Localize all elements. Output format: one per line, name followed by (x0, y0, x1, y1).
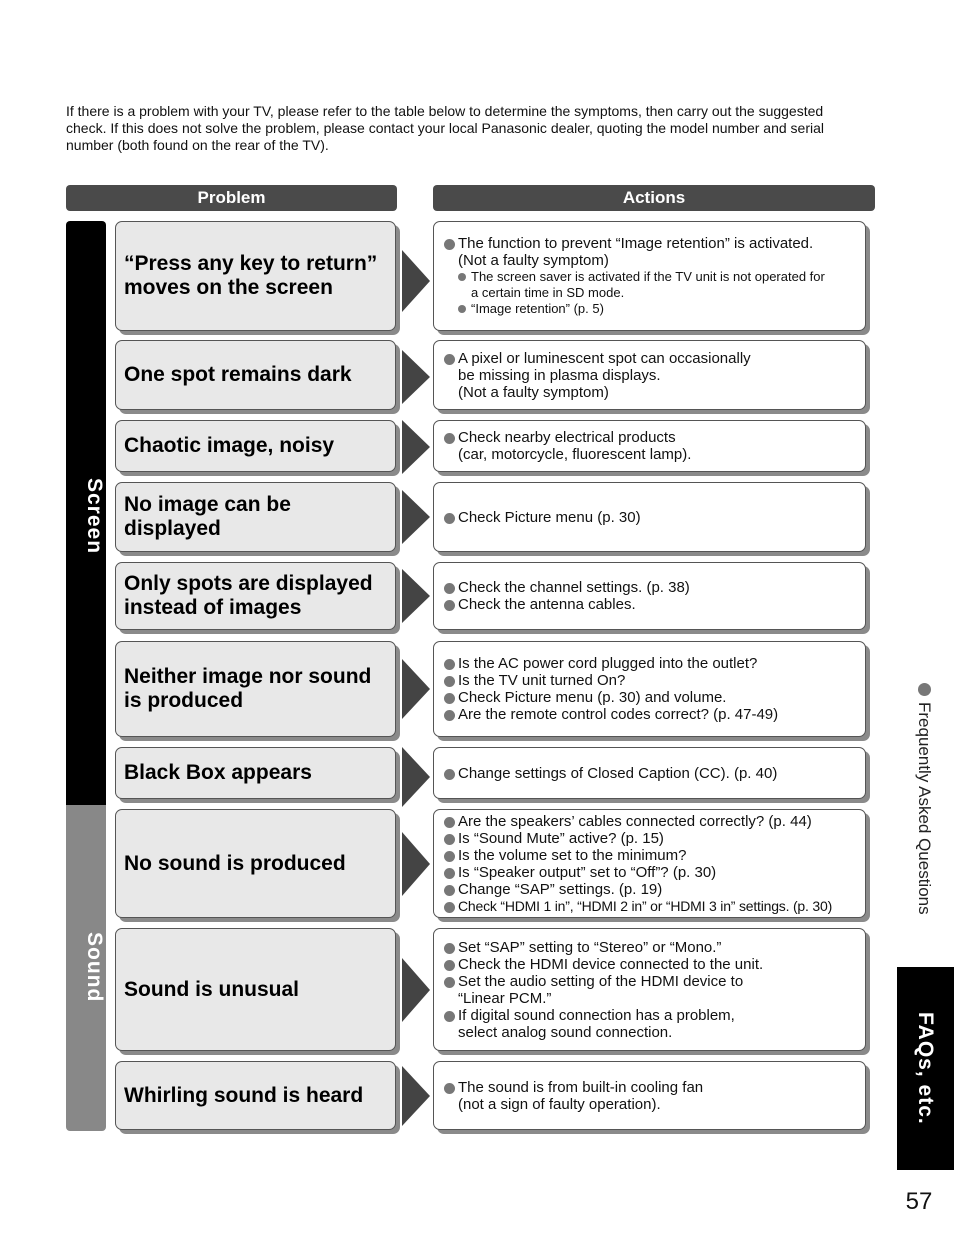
side-section-text: Frequently Asked Questions (915, 702, 934, 915)
header-actions: Actions (433, 185, 875, 211)
actions-one-spot-dark (433, 340, 866, 410)
actions-chaotic-image (433, 420, 866, 472)
action-item: (car, motorcycle, fluorescent lamp). (458, 446, 692, 463)
action-item: Check the HDMI device connected to the unit. (444, 956, 857, 973)
problem-no-image-sound: Neither image nor sound is produced (115, 641, 396, 737)
actions-no-image (433, 482, 866, 552)
problem-no-image: No image can be displayed (115, 482, 396, 552)
action-item: (not a sign of faulty operation). (458, 1095, 661, 1113)
action-item: Are the speakers’ cables connected correctly? (p. 44) (444, 813, 857, 830)
problem-whirling-sound: Whirling sound is heard (115, 1061, 396, 1130)
action-item: Check nearby electrical products (444, 429, 857, 446)
action-item: Is “Sound Mute” active? (p. 15) (444, 830, 857, 847)
actions-sound-unusual (433, 928, 866, 1051)
action-item: Check Picture menu (p. 30) and volume. (444, 689, 857, 706)
arrow-icon (402, 747, 430, 807)
action-item: Check the antenna cables. (444, 596, 857, 613)
category-screen-label: Screen (83, 477, 106, 555)
action-item: “Image retention” (p. 5) (444, 301, 857, 317)
action-item: A pixel or luminescent spot can occasionally (444, 350, 857, 367)
problem-one-spot-dark: One spot remains dark (115, 340, 396, 410)
action-item: Set the audio setting of the HDMI device to (444, 973, 857, 990)
action-item: Change “SAP” settings. (p. 19) (444, 881, 857, 898)
arrow-icon (402, 490, 430, 544)
page-number: 57 (905, 1188, 933, 1215)
intro-text: If there is a problem with your TV, please refer to the table below to determine the symptoms, then carry out the suggested check. If this does not solve the problem, please contact your local Panasonic dealer, quoting the model number and serial number (both found on the rear of the TV). (66, 103, 825, 153)
arrow-icon (402, 569, 430, 623)
bullet-icon (918, 683, 931, 696)
arrow-icon (402, 420, 430, 474)
problem-no-sound: No sound is produced (115, 809, 396, 918)
action-item: Is “Speaker output” set to “Off”? (p. 30) (444, 864, 857, 881)
arrow-icon (402, 350, 430, 404)
action-item: Check the channel settings. (p. 38) (444, 579, 857, 596)
action-item: Check “HDMI 1 in”, “HDMI 2 in” or “HDMI 3 in” settings. (p. 30) (444, 898, 857, 915)
action-item: The screen saver is activated if the TV unit is not operated for (444, 269, 857, 285)
arrow-icon (402, 958, 430, 1022)
category-sound (66, 805, 106, 1131)
header-problem: Problem (66, 185, 397, 211)
arrow-icon (402, 659, 430, 719)
action-item: The function to prevent “Image retention” is activated. (444, 235, 857, 252)
action-item: Are the remote control codes correct? (p. 47-49) (444, 706, 857, 723)
action-item: If digital sound connection has a problem, (444, 1007, 857, 1024)
action-item: (Not a faulty symptom) (458, 383, 609, 401)
arrow-icon (402, 1066, 430, 1126)
action-item: Check Picture menu (p. 30) (444, 509, 857, 526)
action-item: Set “SAP” setting to “Stereo” or “Mono.” (444, 939, 857, 956)
problem-press-any-key: “Press any key to return” moves on the screen (115, 221, 396, 331)
category-sound-label: Sound (83, 931, 106, 1003)
action-item: Change settings of Closed Caption (CC). (p. 40) (444, 765, 857, 782)
action-item: select analog sound connection. (458, 1023, 673, 1041)
actions-whirling-sound (433, 1061, 866, 1130)
arrow-icon (402, 250, 430, 312)
action-item: Is the AC power cord plugged into the outlet? (444, 655, 857, 672)
actions-only-spots (433, 562, 866, 630)
problem-only-spots: Only spots are displayed instead of images (115, 562, 396, 630)
action-item: Is the volume set to the minimum? (444, 847, 857, 864)
action-item: The sound is from built-in cooling fan (444, 1079, 857, 1096)
arrow-icon (402, 832, 430, 896)
side-tab-label: FAQs, etc. (914, 1012, 937, 1125)
actions-no-image-sound (433, 641, 866, 737)
problem-sound-unusual: Sound is unusual (115, 928, 396, 1051)
action-item: “Linear PCM.” (458, 989, 552, 1007)
action-item: Is the TV unit turned On? (444, 672, 857, 689)
side-tab-faqs (897, 967, 954, 1170)
problem-black-box: Black Box appears (115, 747, 396, 799)
side-section-label (906, 683, 942, 961)
action-item: be missing in plasma displays. (458, 366, 661, 384)
action-item: (Not a faulty symptom) (458, 252, 609, 269)
action-item: a certain time in SD mode. (471, 285, 625, 300)
category-screen (66, 221, 106, 805)
actions-no-sound (433, 809, 866, 918)
actions-black-box (433, 747, 866, 799)
actions-press-any-key (433, 221, 866, 331)
problem-chaotic-image: Chaotic image, noisy (115, 420, 396, 472)
